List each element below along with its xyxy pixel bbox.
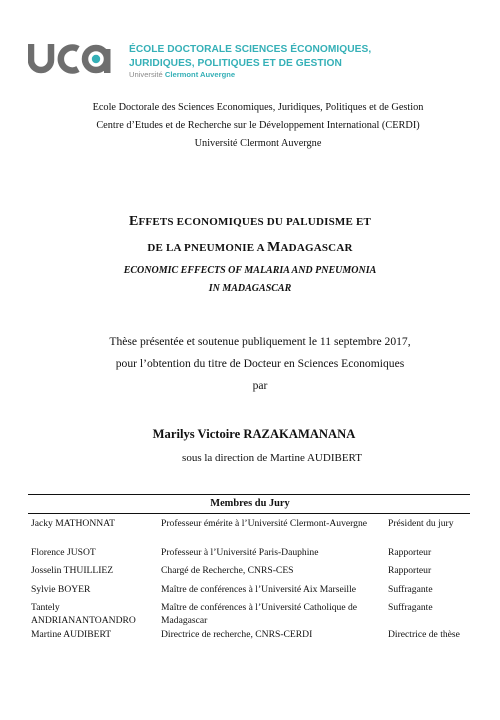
jury-member-name: Tantely ANDRIANANTOANDRO xyxy=(31,602,136,626)
jury-member-affiliation: Chargé de Recherche, CNRS-CES xyxy=(161,565,294,576)
thesis-line: par xyxy=(252,379,268,392)
author-name: Marilys Victoire RAZAKAMANANA xyxy=(152,427,356,441)
title-text: DE LA PNEUMONIE A xyxy=(147,242,268,254)
jury-member-role: Suffragante xyxy=(388,602,433,613)
school-name-line2: JURIDIQUES, POLITIQUES ET DE GESTION xyxy=(129,57,342,69)
jury-member-role: Président du jury xyxy=(388,518,454,529)
thesis-statement xyxy=(0,331,500,397)
thesis-line: pour l’obtention du titre de Docteur en Sciences Economiques xyxy=(115,357,405,370)
title-fr-line2 xyxy=(0,240,500,256)
jury-member-name: Sylvie BOYER xyxy=(31,584,91,595)
title-text: ADAGASCAR xyxy=(280,242,353,254)
thesis-line: Thèse présentée et soutenue publiquement le 11 septembre 2017, xyxy=(109,335,411,348)
jury-member-affiliation: Maître de conférences à l’Université Catholique de Madagascar xyxy=(161,602,358,626)
institution-line: Centre d’Etudes et de Recherche sur le Développement International (CERDI) xyxy=(96,120,420,131)
jury-member-affiliation: Professeur émérite à l’Université Clermont-Auvergne xyxy=(161,518,368,529)
university-prefix: Université xyxy=(129,70,163,79)
jury-member-affiliation: Directrice de recherche, CNRS-CERDI xyxy=(161,629,313,640)
title-text: FFETS ECONOMIQUES DU PALUDISME ET xyxy=(138,216,372,228)
jury-member-role: Directrice de thèse xyxy=(388,629,460,640)
uca-logo xyxy=(28,40,114,78)
jury-member-role: Rapporteur xyxy=(388,565,432,576)
jury-member-role: Rapporteur xyxy=(388,547,432,558)
jury-member-role: Suffragante xyxy=(388,584,433,595)
university-name: Clermont Auvergne xyxy=(164,70,236,79)
title-en-line2: IN MADAGASCAR xyxy=(208,283,292,294)
jury-member-name: Josselin THUILLIEZ xyxy=(31,565,114,576)
title-en-line1: ECONOMIC EFFECTS OF MALARIA AND PNEUMONIA xyxy=(123,265,377,276)
jury-member-name: Martine AUDIBERT xyxy=(31,629,112,640)
university-line xyxy=(129,70,371,80)
jury-member-name: Jacky MATHONNAT xyxy=(31,518,115,529)
school-name-line1: ÉCOLE DOCTORALE SCIENCES ÉCONOMIQUES, xyxy=(129,44,372,55)
supervisor-line: sous la direction de Martine AUDIBERT xyxy=(182,452,362,464)
jury-member-affiliation: Maître de conférences à l’Université Aix Marseille xyxy=(161,584,356,595)
jury-header-rule xyxy=(28,513,470,514)
title-fr-line1 xyxy=(0,214,500,230)
doctoral-school-header xyxy=(129,43,371,80)
institutions-block xyxy=(0,99,500,153)
institution-line: Ecole Doctorale des Sciences Economiques, Juridiques, Politiques et de Gestion xyxy=(92,102,424,113)
institution-line: Université Clermont Auvergne xyxy=(194,138,322,149)
jury-member-affiliation: Professeur à l’Université Paris-Dauphine xyxy=(161,547,319,558)
title-cap: E xyxy=(128,214,139,229)
jury-member-name: Florence JUSOT xyxy=(31,547,96,558)
jury-top-rule xyxy=(28,494,470,495)
title-cap: M xyxy=(267,240,281,255)
jury-title: Membres du Jury xyxy=(210,498,290,509)
